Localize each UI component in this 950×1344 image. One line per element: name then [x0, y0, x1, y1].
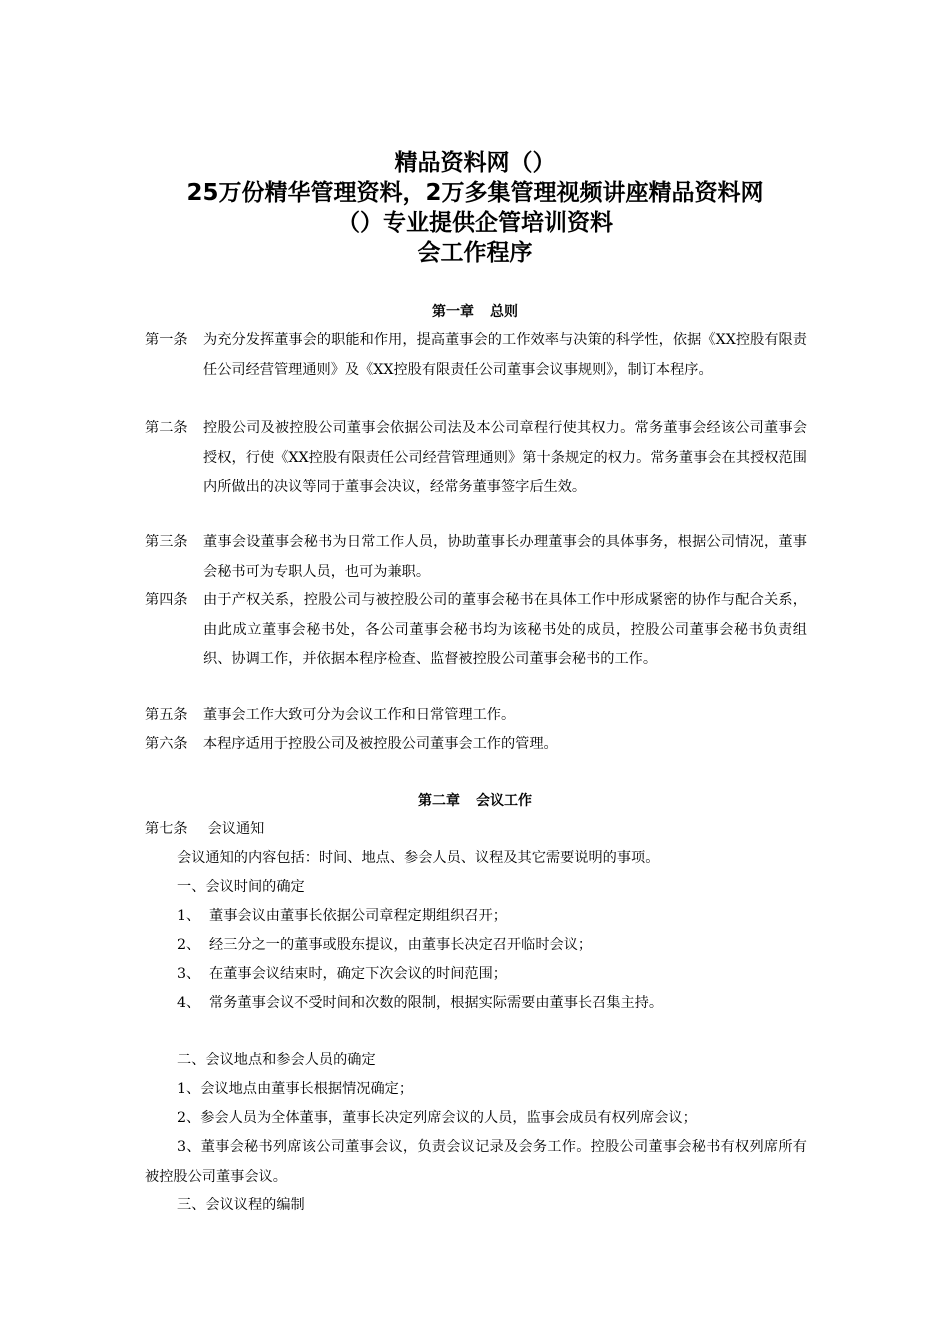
article-7-title: 会议通知 — [207, 821, 265, 837]
section-1-heading: 一、会议时间的确定 — [177, 879, 305, 895]
article-7-label: 第七条 — [145, 821, 188, 837]
list-item-text: 经三分之一的董事或股东提议，由董事长决定召开临时会议； — [209, 937, 593, 953]
article-text: 为充分发挥董事会的职能和作用，提高董事会的工作效率与决策的科学性，依据《XX控股有限责任公司经营管理通则》及《XX控股有限责任公司董事会议事规则》，制订本程序。 — [203, 332, 807, 378]
article-text: 本程序适用于控股公司及被控股公司董事会工作的管理。 — [203, 736, 558, 752]
list-item-number: 2、 — [177, 937, 201, 953]
list-item-text: 常务董事会议不受时间和次数的限制，根据实际需要由董事长召集主持。 — [209, 995, 664, 1011]
section-3-heading: 三、会议议程的编制 — [177, 1197, 305, 1213]
notice-intro: 会议通知的内容包括：时间、地点、参会人员、议程及其它需要说明的事项。 — [177, 850, 660, 866]
title-line-4: 会工作程序 — [417, 240, 533, 266]
list-item-number: 4、 — [177, 995, 201, 1011]
article-3 — [145, 528, 807, 587]
list-item-number: 3、 — [177, 966, 201, 982]
chapter-1-number: 第一章 — [432, 304, 474, 320]
chapter-2-number: 第二章 — [418, 793, 460, 809]
list-item-text: 董事会议由董事长依据公司章程定期组织召开； — [209, 908, 507, 924]
chapter-2-heading — [145, 791, 805, 811]
article-5 — [145, 701, 807, 731]
list-item — [177, 931, 839, 961]
article-1 — [145, 326, 807, 385]
title-line-3: （）专业提供企管培训资料 — [337, 210, 613, 236]
chapter-1-heading — [145, 302, 805, 322]
chapter-2-name: 会议工作 — [476, 793, 532, 809]
article-text: 控股公司及被控股公司董事会依据公司法及本公司章程行使其权力。常务董事会经该公司董事会授权，行使《XX控股有限责任公司经营管理通则》第十条规定的权力。常务董事会在其授权范围内所做出的决议等同于董事会决议，经常务董事签字后生效。 — [203, 420, 807, 495]
list-item-number: 1、 — [177, 908, 201, 924]
article-text: 董事会工作大致可分为会议工作和日常管理工作。 — [203, 707, 516, 723]
list-item — [177, 960, 839, 990]
article-label: 第六条 — [145, 736, 188, 752]
list-item: 3、董事会秘书列席该公司董事会议，负责会议记录及会务工作。控股公司董事会秘书有权列席所有被控股公司董事会议。 — [145, 1139, 807, 1185]
article-label: 第四条 — [145, 592, 188, 608]
article-label: 第三条 — [145, 534, 188, 550]
article-2 — [145, 414, 807, 503]
list-item — [177, 989, 839, 1019]
article-text: 董事会设董事会秘书为日常工作人员，协助董事长办理董事会的具体事务，根据公司情况，董事会秘书可为专职人员，也可为兼职。 — [203, 534, 807, 580]
article-4 — [145, 586, 807, 675]
title-line-1: 精品资料网（） — [394, 150, 556, 176]
chapter-1-name: 总则 — [490, 304, 518, 320]
list-item-text: 在董事会议结束时，确定下次会议的时间范围； — [209, 966, 507, 982]
article-6 — [145, 730, 807, 760]
list-item: 1、会议地点由董事长根据情况确定； — [177, 1081, 414, 1097]
article-text: 由于产权关系，控股公司与被控股公司的董事会秘书在具体工作中形成紧密的协作与配合关系，由此成立董事会秘书处，各公司董事会秘书均为该秘书处的成员，控股公司董事会秘书负责组织、协调工作，并依据本程序检查、监督被控股公司董事会秘书的工作。 — [203, 592, 807, 667]
title-line-2: 25万份精华管理资料，2万多集管理视频讲座精品资料网 — [186, 180, 764, 206]
article-label: 第二条 — [145, 420, 188, 436]
document-title — [100, 148, 850, 268]
article-7-heading — [145, 815, 807, 845]
article-label: 第一条 — [145, 332, 188, 348]
list-item — [177, 902, 839, 932]
list-item: 2、参会人员为全体董事，董事长决定列席会议的人员，监事会成员有权列席会议； — [177, 1110, 697, 1126]
section-2-heading: 二、会议地点和参会人员的确定 — [177, 1052, 376, 1068]
article-label: 第五条 — [145, 707, 188, 723]
